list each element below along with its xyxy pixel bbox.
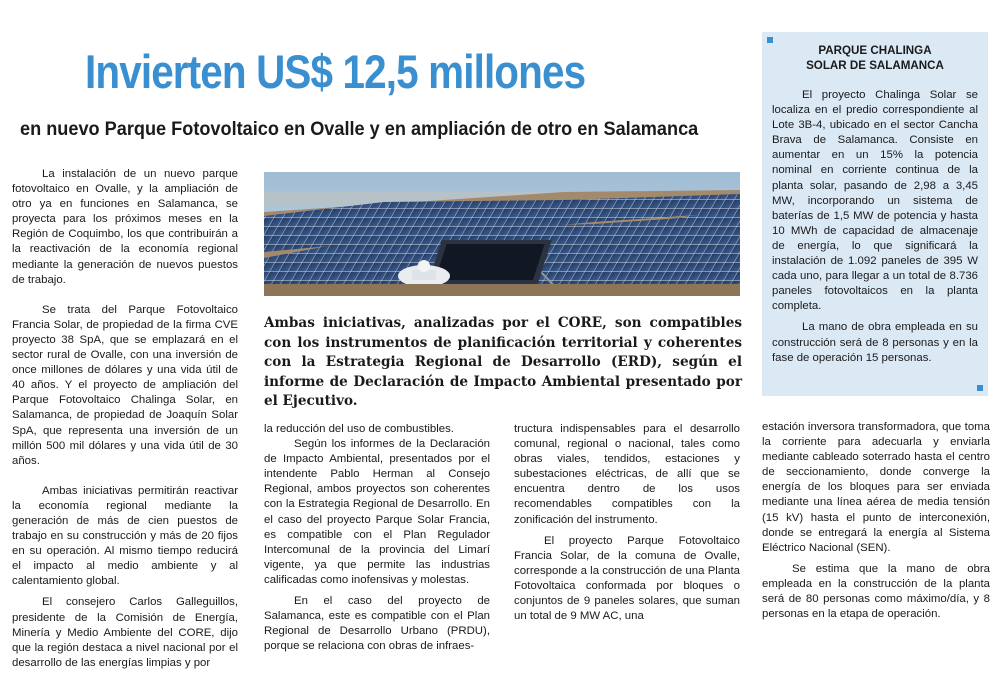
corner-square-icon [767,37,773,43]
sidebar-paragraph: El proyecto Chalinga Solar se localiza en el predio correspondiente al Lote 3B-4, ubicado en el sector Cancha Brava de Salamanca. Consiste en aumentar en un 15% la potencia nominal en corriente continua de la planta solar, pasando de 2,98 a 3,45 MW, incorporando un sistema de baterías de 1,5 MW de potencia y hasta 10 MWh de capacidad de almacenaje de energía, lo que significará la instalación de 1.092 paneles de 395 W cada uno, para llegar a un total de 8.736 paneles fotovoltaicos en la planta completa. [772,89,978,313]
paragraph: Se estima que la mano de obra empleada en la construcción de la planta será de 80 personas como máximo/día, y 8 personas en la etapa de operación. [762,562,990,621]
paragraph: La instalación de un nuevo parque fotovoltaico en Ovalle, y la ampliación de otro ya en funciones en Salamanca, se proyecta para los próximos meses en la Región de Coquimbo, los que contribuirán a la reactivación de la economía regional mediante la generación de nuevos puestos de trabajo. [12,168,238,286]
sidebar-paragraph: La mano de obra empleada en su construcción será de 8 personas y en la fase de operación 15 personas. [772,321,978,364]
corner-square-icon [977,385,983,391]
paragraph: Según los informes de la Declaración de Impacto Ambiental, presentados por el intendente Pablo Herman al Consejo Regional, ambos proyectos son coherentes con la Estrategia Regional de Desarrollo. En el caso del proyecto Parque Solar Francia, es compatible con el Plan Regulador Intercomunal de la provincia del Limarí vigente, ya que permite las industrias calificadas como inofensivas y molestas. [264,438,490,586]
sidebar-box [762,32,988,396]
paragraph: estación inversora transformadora, que toma la corriente para adecuarla y enviarla mediante cableado soterrado hasta el centro de seccionamiento, donde converge la energía de los bloques para ser enviada mediante una línea aérea de media tensión (15 kV) hasta el punto de interconexión, donde se entregará la energía al Sistema Eléctrico Nacional (SEN). [762,421,990,554]
paragraph: El proyecto Parque Fotovoltaico Francia Solar, de la comuna de Ovalle, corresponde a la construcción de una Planta Fotovoltaica conformada por bloques o conjuntos de 9 paneles solares, que suman un total de 9 MW AC, una [514,534,740,623]
paragraph: El consejero Carlos Galleguillos, presidente de la Comisión de Energía, Minería y Medio Ambiente del CORE, dijo que la región destaca a nivel nacional por el desarrollo de las energías limpias y por [12,596,238,669]
sidebar-title [772,44,978,73]
article-subheadline: en nuevo Parque Fotovoltaico en Ovalle y en ampliación de otro en Salamanca [20,118,699,140]
solar-panels-photo [264,172,740,296]
sidebar-title-line-2: SOLAR DE SALAMANCA [806,58,944,72]
paragraph: la reducción del uso de combustibles. [264,423,454,435]
pull-quote: Ambas iniciativas, analizadas por el CORE, son compatibles con los instrumentos de planificación territorial y coherentes con la Estrategia Regional de Desarrollo (ERD), según el informe de Declaración de Impacto Ambiental presentado por el Ejecutivo. [264,315,742,409]
article-column-3 [514,422,740,624]
paragraph: tructura indispensables para el desarrollo comunal, regional o nacional, tales como obras viales, tendidos, estaciones y subestaciones eléctricas, de allí que se encuentra dentro de los usos recomendables compatibles con la zonificación del instrumento. [514,423,740,526]
sidebar-title-line-1: PARQUE CHALINGA [818,44,932,57]
paragraph: En el caso del proyecto de Salamanca, este es compatible con el Plan Regional de Desarrollo Urbano (PRDU), porque se relaciona con obras de infraes- [264,595,490,653]
paragraph: Se trata del Parque Fotovoltaico Francia Solar, de propiedad de la firma CVE proyecto 38 SpA, que se emplazará en el sector rural de Ovalle, con una inversión de once millones de dólares y una vida útil de 40 años. Y el proyecto de ampliación del Parque Fotovoltaico Chalinga Solar, en Salamanca, de propiedad de Joaquín Solar SpA, que representa una inversión de un millón 500 mil dólares y una vida útil de 30 años. [12,303,238,467]
article-column-1 [12,167,238,671]
article-headline: Invierten US$ 12,5 millones [85,45,586,98]
article-column-4 [762,420,990,622]
article-column-2 [264,422,490,654]
paragraph: Ambas iniciativas permitirán reactivar la economía regional mediante la generación de más de cien puestos de trabajo en su construcción y más de 20 fijos en su operación. Al mismo tiempo reducirá el impacto al medio ambiente y al calentamiento global. [12,484,238,588]
